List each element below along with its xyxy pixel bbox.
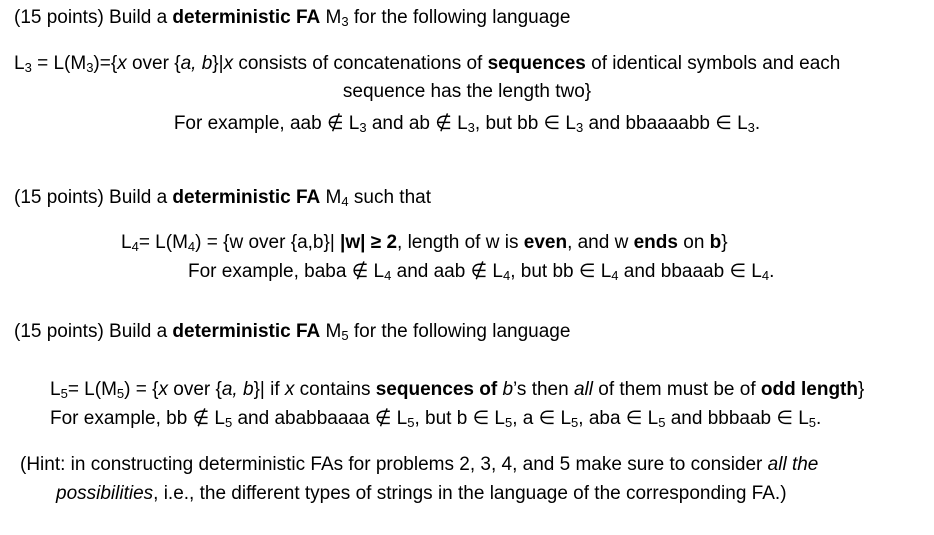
hint-text: (Hint: in constructing deterministic FAs for problems 2, 3, 4, and 5 make sure to consider	[20, 454, 768, 475]
example-text: and ababbaaaa ∉ L	[232, 408, 408, 429]
subscript: 4	[341, 194, 349, 209]
bold-term: sequences	[487, 53, 586, 74]
example-text: .	[769, 261, 775, 282]
var-x: x	[158, 379, 168, 400]
subscript: 5	[658, 415, 666, 430]
subscript: 3	[467, 120, 475, 135]
subscript: 5	[341, 328, 349, 343]
def-text: = L(M	[67, 379, 117, 400]
problem3-definition	[14, 52, 840, 76]
def-text: = L(M	[138, 232, 188, 253]
def-text: on	[677, 232, 710, 253]
example-text: and bbaaab ∈ L	[618, 261, 762, 282]
example-text: and bbbaab ∈ L	[665, 408, 809, 429]
bold-term: deterministic FA	[172, 187, 321, 208]
italic-term: possibilities	[56, 483, 154, 504]
subscript: 3	[341, 14, 349, 29]
problem3-definition-line2: sequence has the length two}	[342, 81, 592, 102]
header-tail: for the following language	[348, 7, 571, 28]
bold-term: sequences of	[375, 379, 498, 400]
bold-term: deterministic FA	[172, 7, 321, 28]
hint-line2	[56, 482, 787, 506]
problem5-example	[50, 407, 821, 431]
points-label: (15 points) Build a	[14, 7, 173, 28]
alphabet: a, b	[180, 53, 213, 74]
var-x: x	[284, 379, 295, 400]
def-text: of identical symbols and each	[585, 53, 841, 74]
subscript: 4	[384, 268, 392, 283]
problem5-definition	[50, 378, 864, 402]
example-text: , but b ∈ L	[414, 408, 505, 429]
italic-term: all	[573, 379, 593, 400]
var-x: x	[117, 53, 127, 74]
lang-symbol: L	[50, 379, 61, 400]
hint-text: , i.e., the different types of strings in the language of the corresponding FA.)	[153, 483, 787, 504]
example-text: , but bb ∈ L	[510, 261, 612, 282]
example-text: .	[816, 408, 822, 429]
example-text: For example, baba ∉ L	[188, 261, 385, 282]
problem4-definition	[121, 231, 728, 255]
def-text: }|	[212, 53, 224, 74]
example-text: .	[754, 113, 761, 134]
subscript: 3	[747, 120, 755, 135]
def-text: , length of w is	[397, 232, 524, 253]
def-text: consists of concatenations of	[233, 53, 488, 74]
bold-term: |w| ≥ 2	[340, 232, 398, 253]
lang-symbol: L	[14, 53, 25, 74]
def-text: contains	[294, 379, 376, 400]
bold-term: deterministic FA	[172, 321, 321, 342]
subscript: 5	[504, 415, 513, 430]
var-b: b	[502, 379, 514, 400]
def-text: ) = {w over {a,b}|	[195, 232, 341, 253]
subscript: 4	[761, 268, 770, 283]
subscript: 4	[131, 239, 139, 254]
bold-term: even	[523, 232, 568, 253]
points-label: (15 points) Build a	[14, 187, 173, 208]
subscript: 3	[24, 60, 32, 75]
example-text: and aab ∉ L	[391, 261, 503, 282]
example-text: , aba ∈ L	[578, 408, 659, 429]
subscript: 5	[808, 415, 817, 430]
bold-term: odd length	[760, 379, 858, 400]
subscript: 5	[116, 386, 125, 401]
subscript: 3	[359, 120, 367, 135]
problem3-header	[14, 6, 570, 30]
def-text: }| if	[253, 379, 285, 400]
example-text: , but bb ∈ L	[474, 113, 576, 134]
def-text: of them must be of	[592, 379, 761, 400]
example-text: and ab ∉ L	[366, 113, 468, 134]
var-x: x	[223, 53, 234, 74]
def-text: }	[721, 232, 728, 253]
bold-term: b	[709, 232, 722, 253]
def-text: )={	[93, 53, 118, 74]
example-text: For example, aab ∉ L	[173, 113, 360, 134]
points-label: (15 points) Build a	[14, 321, 173, 342]
def-text: over {	[126, 53, 181, 74]
def-text: ’s then	[513, 379, 574, 400]
subscript: 4	[187, 239, 196, 254]
example-text: For example, bb ∉ L	[50, 408, 225, 429]
subscript: 4	[611, 268, 619, 283]
subscript: 3	[575, 120, 584, 135]
subscript: 5	[60, 386, 68, 401]
def-text: ) = {	[124, 379, 159, 400]
subscript: 5	[407, 415, 415, 430]
hint-line1	[20, 453, 818, 477]
header-tail: for the following language	[348, 321, 571, 342]
subscript: 3	[86, 60, 94, 75]
def-text: , and w	[567, 232, 634, 253]
lang-symbol: L	[121, 232, 132, 253]
problem4-header	[14, 186, 431, 210]
header-tail: such that	[348, 187, 431, 208]
example-text: , a ∈ L	[512, 408, 572, 429]
subscript: 5	[224, 415, 233, 430]
def-text: }	[857, 379, 865, 400]
subscript: 5	[571, 415, 579, 430]
machine-name: M	[320, 7, 342, 28]
problem3-example	[0, 112, 934, 136]
machine-name: M	[320, 187, 342, 208]
alphabet: a, b	[221, 379, 254, 400]
bold-term: ends	[633, 232, 678, 253]
example-text: and bbaaaabb ∈ L	[583, 113, 748, 134]
def-text: = L(M	[31, 53, 87, 74]
problem4-example	[188, 260, 774, 284]
machine-name: M	[320, 321, 342, 342]
italic-term: all the	[767, 454, 819, 475]
def-text: over {	[167, 379, 222, 400]
subscript: 4	[502, 268, 511, 283]
problem5-header	[14, 320, 570, 344]
